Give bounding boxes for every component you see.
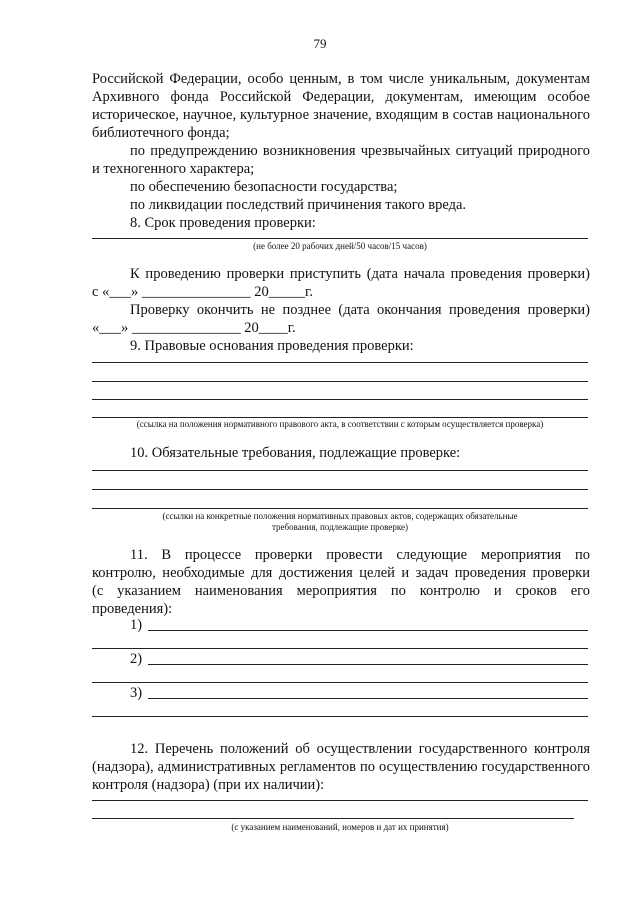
page-number: 79 <box>313 36 327 51</box>
intro-line-8: по ликвидации последствий причинения такого вреда. <box>130 197 467 213</box>
section9-fill-line-4[interactable] <box>92 417 588 418</box>
section11-item-3-label: 3) <box>130 685 143 701</box>
section9-fill-line-3[interactable] <box>92 399 588 400</box>
intro-line-3: историческое, научное, культурное значение, входящим в состав национального <box>92 107 590 123</box>
section11-line-1: 11. В процессе проверки провести следующие мероприятия по <box>130 547 590 563</box>
section12-fill-line-1[interactable] <box>92 800 588 801</box>
section8-end-line-1: Проверку окончить не позднее (дата окончания проведения проверки) <box>130 302 590 318</box>
section11-item-1-line-2[interactable] <box>92 648 588 649</box>
section8-fill-line[interactable] <box>92 238 588 239</box>
section11-line-4: проведения): <box>92 601 173 617</box>
intro-line-1: Российской Федерации, особо ценным, в том числе уникальным, документам <box>92 71 590 87</box>
section9-heading: 9. Правовые основания проведения проверки: <box>130 338 414 354</box>
section8-end-date[interactable]: «___» _______________ 20____г. <box>92 320 296 336</box>
section12-line-2: (надзора), административных регламентов по осуществлению государственного <box>92 759 590 775</box>
section8-start-line-1: К проведению проверки приступить (дата начала проведения проверки) <box>130 266 590 282</box>
section11-item-2-line[interactable] <box>148 664 588 665</box>
section10-caption-1: (ссылки на конкретные положения нормативных правовых актов, содержащих обязательные <box>162 511 518 521</box>
intro-line-5: по предупреждению возникновения чрезвычайных ситуаций природного <box>130 143 590 159</box>
section12-caption: (с указанием наименований, номеров и дат их принятия) <box>231 822 449 832</box>
intro-line-6: и техногенного характера; <box>92 161 255 177</box>
section12-fill-line-2[interactable] <box>92 818 574 819</box>
section9-fill-line-2[interactable] <box>92 381 588 382</box>
section11-item-3-line[interactable] <box>148 698 588 699</box>
section12-line-1: 12. Перечень положений об осуществлении государственного контроля <box>130 741 590 757</box>
section11-line-2: контролю, необходимые для достижения целей и задач проведения проверки <box>92 565 590 581</box>
section10-fill-line-1[interactable] <box>92 470 588 471</box>
section9-caption: (ссылка на положения нормативного правового акта, в соответствии с которым осуществляется проверка) <box>136 419 544 429</box>
intro-line-2: Архивного фонда Российской Федерации, документам, имеющим особое <box>92 89 590 105</box>
section10-fill-line-3[interactable] <box>92 508 588 509</box>
section11-line-3: (с указанием наименования мероприятия по контролю и сроков его <box>92 583 590 599</box>
section10-caption-2: требования, подлежащие проверке) <box>272 522 408 532</box>
section11-item-1-line[interactable] <box>148 630 588 631</box>
section9-fill-line-1[interactable] <box>92 362 588 363</box>
intro-line-7: по обеспечению безопасности государства; <box>130 179 398 195</box>
intro-line-4: библиотечного фонда; <box>92 125 230 141</box>
section8-heading: 8. Срок проведения проверки: <box>130 215 316 231</box>
section11-item-2-line-2[interactable] <box>92 682 588 683</box>
section8-caption: (не более 20 рабочих дней/50 часов/15 часов) <box>253 241 427 251</box>
section11-item-1-label: 1) <box>130 617 143 633</box>
section8-start-date[interactable]: с «___» _______________ 20_____г. <box>92 284 313 300</box>
section12-line-3: контроля (надзора) (при их наличии): <box>92 777 325 793</box>
section11-item-3-line-2[interactable] <box>92 716 588 717</box>
section10-heading: 10. Обязательные требования, подлежащие проверке: <box>130 445 461 461</box>
section10-fill-line-2[interactable] <box>92 489 588 490</box>
section11-item-2-label: 2) <box>130 651 143 667</box>
